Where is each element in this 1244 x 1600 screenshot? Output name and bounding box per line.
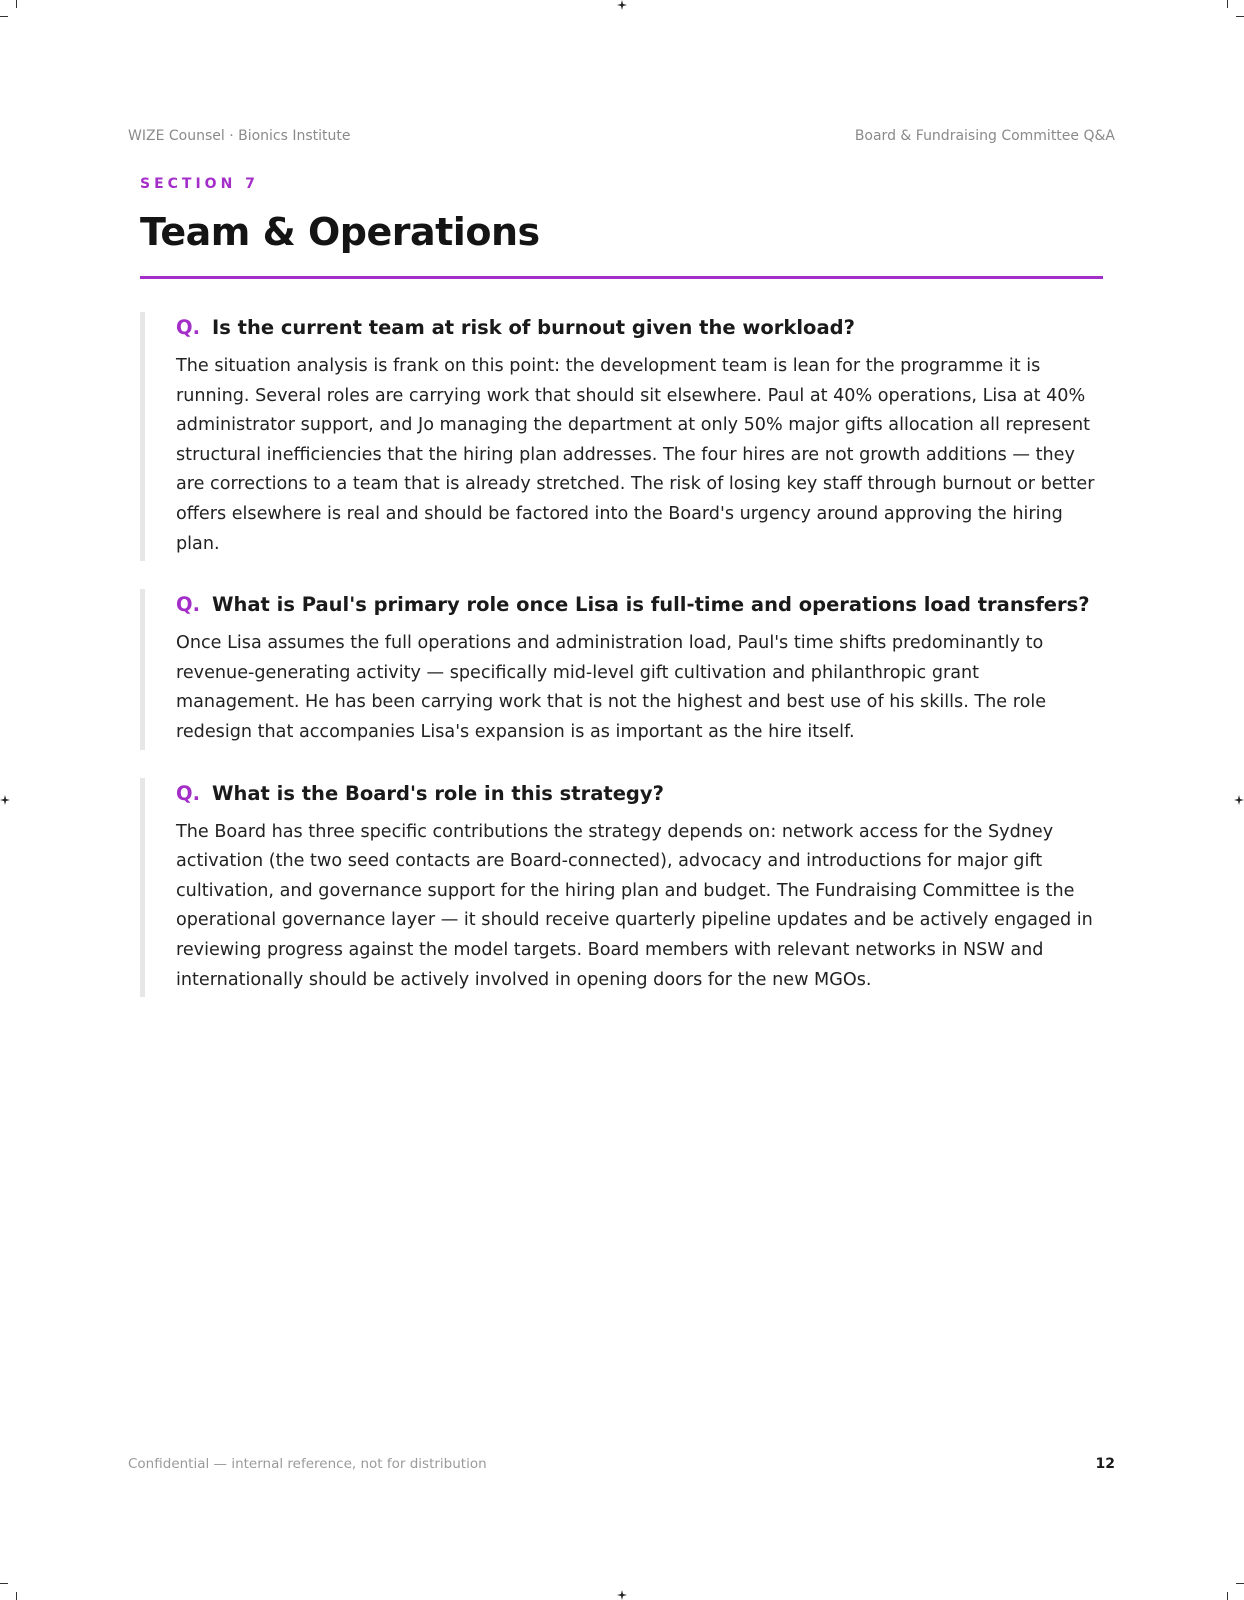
registration-mark-icon	[0, 795, 10, 805]
qa-list	[140, 312, 1103, 997]
crop-mark	[1236, 16, 1244, 17]
page-content	[140, 176, 1103, 1025]
question-text: Is the current team at risk of burnout given the workload?	[212, 316, 855, 339]
crop-mark	[16, 0, 17, 8]
page-number: 12	[1095, 1456, 1115, 1472]
answer-text: Once Lisa assumes the full operations and administration load, Paul's time shifts predominantly to revenue-generating activity — specifically mid-level gift cultivation and philanthropic grant management. He has been carrying work that is not the highest and best use of his skills. The role redesign that accompanies Lisa's expansion is as important as the hire itself.	[176, 633, 1047, 742]
qa-item	[140, 312, 1103, 561]
answer-text: The situation analysis is frank on this point: the development team is lean for the programme it is running. Several roles are carrying work that should sit elsewhere. Paul at 40% operations, Lisa at 40% administrator support, and Jo managing the department at only 50% major gifts allocation all represent structural inefficiencies that the hiring plan addresses. The four hires are not growth additions — they are corrections to a team that is already stretched. The risk of losing key staff through burnout or better offers elsewhere is real and should be factored into the Board's urgency around approving the hiring plan.	[176, 356, 1095, 554]
page-footer	[128, 1456, 1115, 1472]
title-divider	[140, 276, 1103, 279]
question-marker: Q.	[176, 781, 200, 805]
crop-mark	[1236, 1583, 1244, 1584]
registration-mark-icon	[1234, 795, 1244, 805]
crop-mark	[0, 16, 8, 17]
question	[176, 591, 1103, 619]
running-header-left: WIZE Counsel · Bionics Institute	[128, 128, 351, 144]
crop-mark	[16, 1592, 17, 1600]
answer-text: The Board has three specific contributions the strategy depends on: network access for the Sydney activation (the two seed contacts are Board-connected), advocacy and introductions for major gift cultivation, and governance support for the hiring plan and budget. The Fundraising Committee is the operational governance layer — it should receive quarterly pipeline updates and be actively engaged in reviewing progress against the model targets. Board members with relevant networks in NSW and internationally should be actively involved in opening doors for the new MGOs.	[176, 821, 1093, 990]
section-kicker: SECTION 7	[140, 176, 259, 192]
crop-mark	[1227, 0, 1228, 8]
question-marker: Q.	[176, 593, 200, 617]
question-text: What is the Board's role in this strategy?	[212, 781, 664, 805]
question-text: What is Paul's primary role once Lisa is full-time and operations load transfers?	[212, 593, 1090, 617]
registration-mark-icon	[617, 1590, 627, 1600]
qa-item	[140, 778, 1103, 998]
page-title: Team & Operations	[140, 210, 540, 254]
crop-mark	[0, 1583, 8, 1584]
crop-mark	[1227, 1592, 1228, 1600]
running-header-right: Board & Fundraising Committee Q&A	[854, 128, 1115, 144]
question	[176, 314, 1103, 342]
confidentiality-note: Confidential — internal reference, not for distribution	[128, 1456, 487, 1472]
registration-mark-icon	[617, 0, 627, 10]
running-header	[128, 128, 1115, 144]
question-marker: Q.	[176, 316, 200, 339]
question	[176, 780, 1103, 808]
qa-item	[140, 589, 1103, 749]
